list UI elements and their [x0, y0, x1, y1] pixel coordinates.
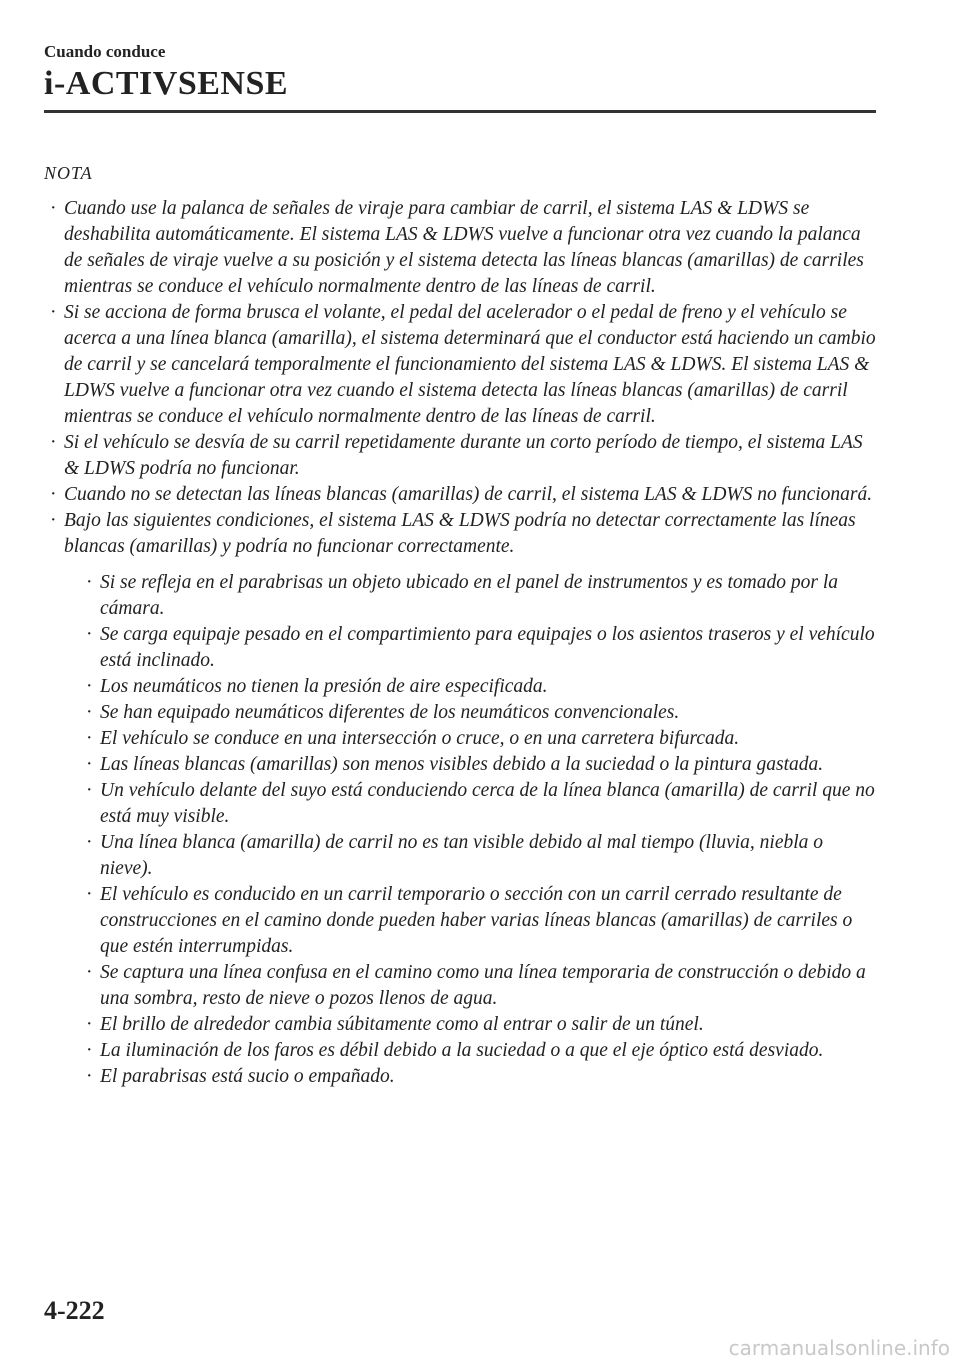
- note-bullet-text: Si el vehículo se desvía de su carril repetidamente durante un corto período de tiempo, el sistema LAS & LDWS podría no funcionar.: [64, 432, 863, 479]
- condition-item: [64, 700, 880, 726]
- note-bullet-text: Bajo las siguientes condiciones, el sistema LAS & LDWS podría no detectar correctamente las líneas blancas (amarillas) y podría no funcionar correctamente.: [64, 510, 856, 557]
- bullet-dot-icon: ·: [50, 302, 57, 323]
- note-bullet-text: Cuando use la palanca de señales de viraje para cambiar de carril, el sistema LAS & LDWS se deshabilita automáticamente. El sistema LAS & LDWS vuelve a funcionar otra vez cuando la palanca de señales de viraje vuelve a su posición y el sistema detecta las líneas blancas (amarillas) de carriles mientras se conduce el vehículo normalmente dentro de las líneas de carril.: [64, 198, 864, 297]
- condition-text: El vehículo es conducido en un carril temporario o sección con un carril cerrado resultante de construcciones en el camino donde pueden haber varias líneas blancas (amarillas) de carriles o que estén interrumpidas.: [100, 884, 853, 957]
- bullet-dot-icon: ·: [86, 1040, 93, 1061]
- bullet-dot-icon: ·: [86, 1066, 93, 1087]
- condition-text: Un vehículo delante del suyo está conduciendo cerca de la línea blanca (amarilla) de carril que no está muy visible.: [100, 780, 875, 827]
- condition-item: [64, 830, 880, 882]
- note-bullet: [44, 482, 880, 508]
- bullet-dot-icon: ·: [50, 510, 57, 531]
- condition-text: El brillo de alrededor cambia súbitamente como al entrar o salir de un túnel.: [100, 1014, 704, 1035]
- condition-item: [64, 752, 880, 778]
- chapter-title: i-ACTIVSENSE: [44, 65, 289, 102]
- bullet-dot-icon: ·: [86, 572, 93, 593]
- condition-text: El parabrisas está sucio o empañado.: [100, 1066, 395, 1087]
- condition-text: Los neumáticos no tienen la presión de aire especificada.: [100, 676, 548, 697]
- condition-item: [64, 1038, 880, 1064]
- bullet-dot-icon: ·: [86, 676, 93, 697]
- condition-item: [64, 1012, 880, 1038]
- note-bullet-list: [44, 196, 880, 1090]
- section-label: Cuando conduce: [44, 42, 166, 61]
- bullet-dot-icon: ·: [86, 728, 93, 749]
- bullet-dot-icon: ·: [86, 624, 93, 645]
- condition-item: [64, 726, 880, 752]
- bullet-dot-icon: ·: [86, 884, 93, 905]
- condition-text: Si se refleja en el parabrisas un objeto ubicado en el panel de instrumentos y es tomado por la cámara.: [100, 572, 839, 619]
- bullet-dot-icon: ·: [50, 198, 57, 219]
- condition-item: [64, 778, 880, 830]
- condition-sublist: [64, 570, 880, 1090]
- condition-text: Una línea blanca (amarilla) de carril no es tan visible debido al mal tiempo (lluvia, niebla o nieve).: [100, 832, 824, 879]
- condition-item: [64, 882, 880, 960]
- condition-item: [64, 960, 880, 1012]
- note-bullet: [44, 300, 880, 430]
- page-header: [44, 42, 288, 104]
- condition-text: Se captura una línea confusa en el camino como una línea temporaria de construcción o debido a una sombra, resto de nieve o pozos llenos de agua.: [100, 962, 866, 1009]
- note-bullet: [44, 196, 880, 300]
- condition-text: Las líneas blancas (amarillas) son menos visibles debido a la suciedad o la pintura gastada.: [100, 754, 824, 775]
- bullet-dot-icon: ·: [86, 702, 93, 723]
- page-number: 4-222: [44, 1296, 105, 1325]
- note-bullet-text: Si se acciona de forma brusca el volante, el pedal del acelerador o el pedal de freno y el vehículo se acerca a una línea blanca (amarilla), el sistema determinará que el conductor está haciendo un cambio de carril y se cancelará temporalmente el funcionamiento del sistema LAS & LDWS. El sistema LAS & LDWS vuelve a funcionar otra vez cuando el sistema detecta las líneas blancas (amarillas) de carril mientras se conduce el vehículo normalmente dentro de las líneas de carril.: [64, 302, 876, 427]
- header-divider: [44, 110, 876, 113]
- note-block: [44, 160, 880, 1090]
- condition-text: El vehículo se conduce en una intersección o cruce, o en una carretera bifurcada.: [100, 728, 740, 749]
- bullet-dot-icon: ·: [86, 754, 93, 775]
- bullet-dot-icon: ·: [86, 962, 93, 983]
- bullet-dot-icon: ·: [86, 832, 93, 853]
- note-bullet: [44, 430, 880, 482]
- condition-text: Se carga equipaje pesado en el compartimiento para equipajes o los asientos traseros y el vehículo está inclinado.: [100, 624, 875, 671]
- condition-item: [64, 622, 880, 674]
- watermark: carmanualsonline.info: [728, 1336, 950, 1360]
- condition-text: La iluminación de los faros es débil debido a la suciedad o a que el eje óptico está desviado.: [100, 1040, 824, 1061]
- condition-item: [64, 674, 880, 700]
- condition-item: [64, 1064, 880, 1090]
- note-bullet: [44, 508, 880, 1090]
- condition-text: Se han equipado neumáticos diferentes de los neumáticos convencionales.: [100, 702, 680, 723]
- note-bullet-text: Cuando no se detectan las líneas blancas (amarillas) de carril, el sistema LAS & LDWS no funcionará.: [64, 484, 873, 505]
- note-title: NOTA: [44, 163, 93, 183]
- bullet-dot-icon: ·: [86, 780, 93, 801]
- bullet-dot-icon: ·: [50, 484, 57, 505]
- condition-item: [64, 570, 880, 622]
- bullet-dot-icon: ·: [50, 432, 57, 453]
- bullet-dot-icon: ·: [86, 1014, 93, 1035]
